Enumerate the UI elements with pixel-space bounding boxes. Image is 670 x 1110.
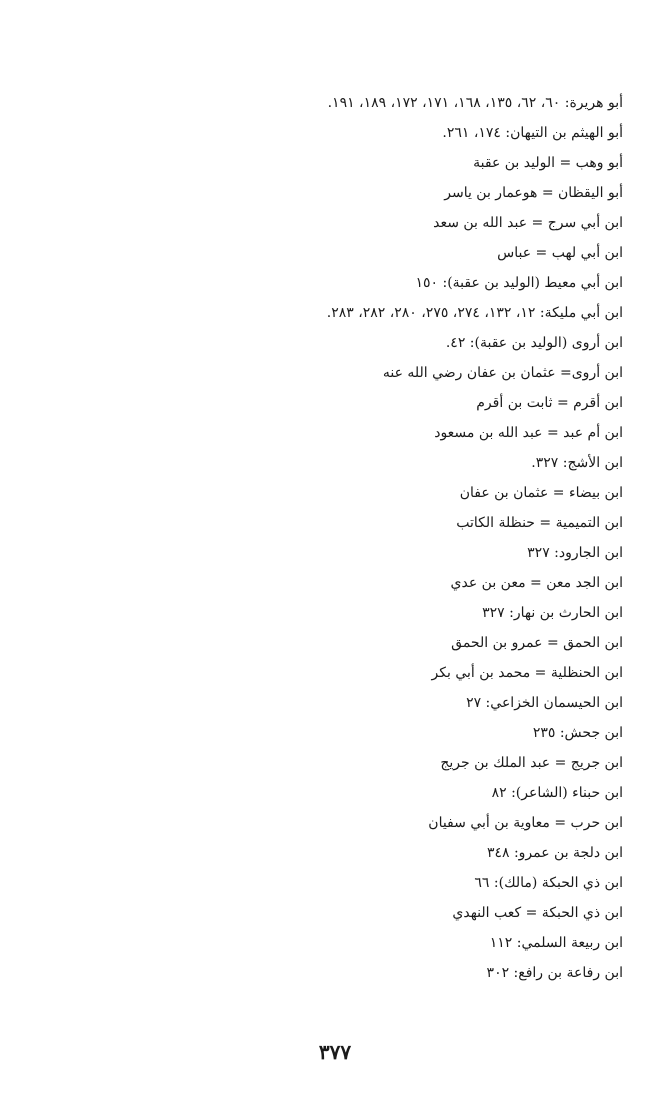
index-entry: ابن جريج = عبد الملك بن جريج bbox=[440, 755, 623, 771]
index-entry: ابن الحنظلية = محمد بن أبي بكر bbox=[431, 665, 623, 681]
index-entry: ابن الحيسمان الخزاعي: ٢٧ bbox=[466, 695, 623, 711]
index-entry: ابن التميمية = حنظلة الكاتب bbox=[456, 515, 623, 531]
index-entry: أبو هريرة: ٦٠، ٦٢، ١٣٥، ١٦٨، ١٧١، ١٧٢، ١٨٩، ١٩١. bbox=[327, 95, 623, 111]
index-entry: ابن أبي لهب = عباس bbox=[497, 245, 623, 261]
index-entry: ابن أبي معيط (الوليد بن عقبة): ١٥٠ bbox=[415, 275, 623, 291]
index-entry: ابن أروى (الوليد بن عقبة): ٤٢. bbox=[445, 335, 623, 351]
index-entry: ابن ذي الحبكة = كعب النهدي bbox=[452, 905, 623, 921]
index-entry: ابن الجد معن = معن بن عدي bbox=[450, 575, 623, 591]
index-entry: أبو وهب = الوليد بن عقبة bbox=[473, 155, 623, 171]
index-entry: ابن الحارث بن نهار: ٣٢٧ bbox=[482, 605, 623, 621]
index-entry: ابن جحش: ٢٣٥ bbox=[532, 725, 623, 741]
index-entry: ابن أقرم = ثابت بن أقرم bbox=[476, 395, 623, 411]
page-number: ٣٧٧ bbox=[318, 1040, 352, 1064]
index-entry: ابن ذي الحبكة (مالك): ٦٦ bbox=[474, 875, 623, 891]
index-entry: أبو اليقظان = هوعمار بن ياسر bbox=[444, 185, 623, 201]
index-entry: ابن دلجة بن عمرو: ٣٤٨ bbox=[486, 845, 623, 861]
index-entry: ابن الأشج: ٣٢٧. bbox=[531, 455, 623, 471]
index-entry: ابن أروى= عثمان بن عفان رضي الله عنه bbox=[382, 365, 623, 381]
index-entry: ابن حرب = معاوية بن أبي سفيان bbox=[428, 815, 623, 831]
index-entry: ابن الحمق = عمرو بن الحمق bbox=[451, 635, 623, 651]
index-entry: ابن حبناء (الشاعر): ٨٢ bbox=[491, 785, 623, 801]
index-entry: ابن أبي سرج = عبد الله بن سعد bbox=[433, 215, 623, 231]
index-entry: ابن بيضاء = عثمان بن عفان bbox=[459, 485, 623, 501]
index-entry: ابن الجارود: ٣٢٧ bbox=[527, 545, 623, 561]
index-entry: ابن أم عبد = عبد الله بن مسعود bbox=[434, 425, 623, 441]
index-entry: ابن ربيعة السلمي: ١١٢ bbox=[489, 935, 623, 951]
index-entry: ابن رفاعة بن رافع: ٣٠٢ bbox=[486, 965, 623, 981]
name-index-list bbox=[223, 88, 623, 988]
index-entry: ابن أبي مليكة: ١٢، ١٣٢، ٢٧٤، ٢٧٥، ٢٨٠، ٢٨٢، ٢٨٣. bbox=[326, 305, 623, 321]
index-entry: أبو الهيثم بن التيهان: ١٧٤، ٢٦١. bbox=[442, 125, 623, 141]
